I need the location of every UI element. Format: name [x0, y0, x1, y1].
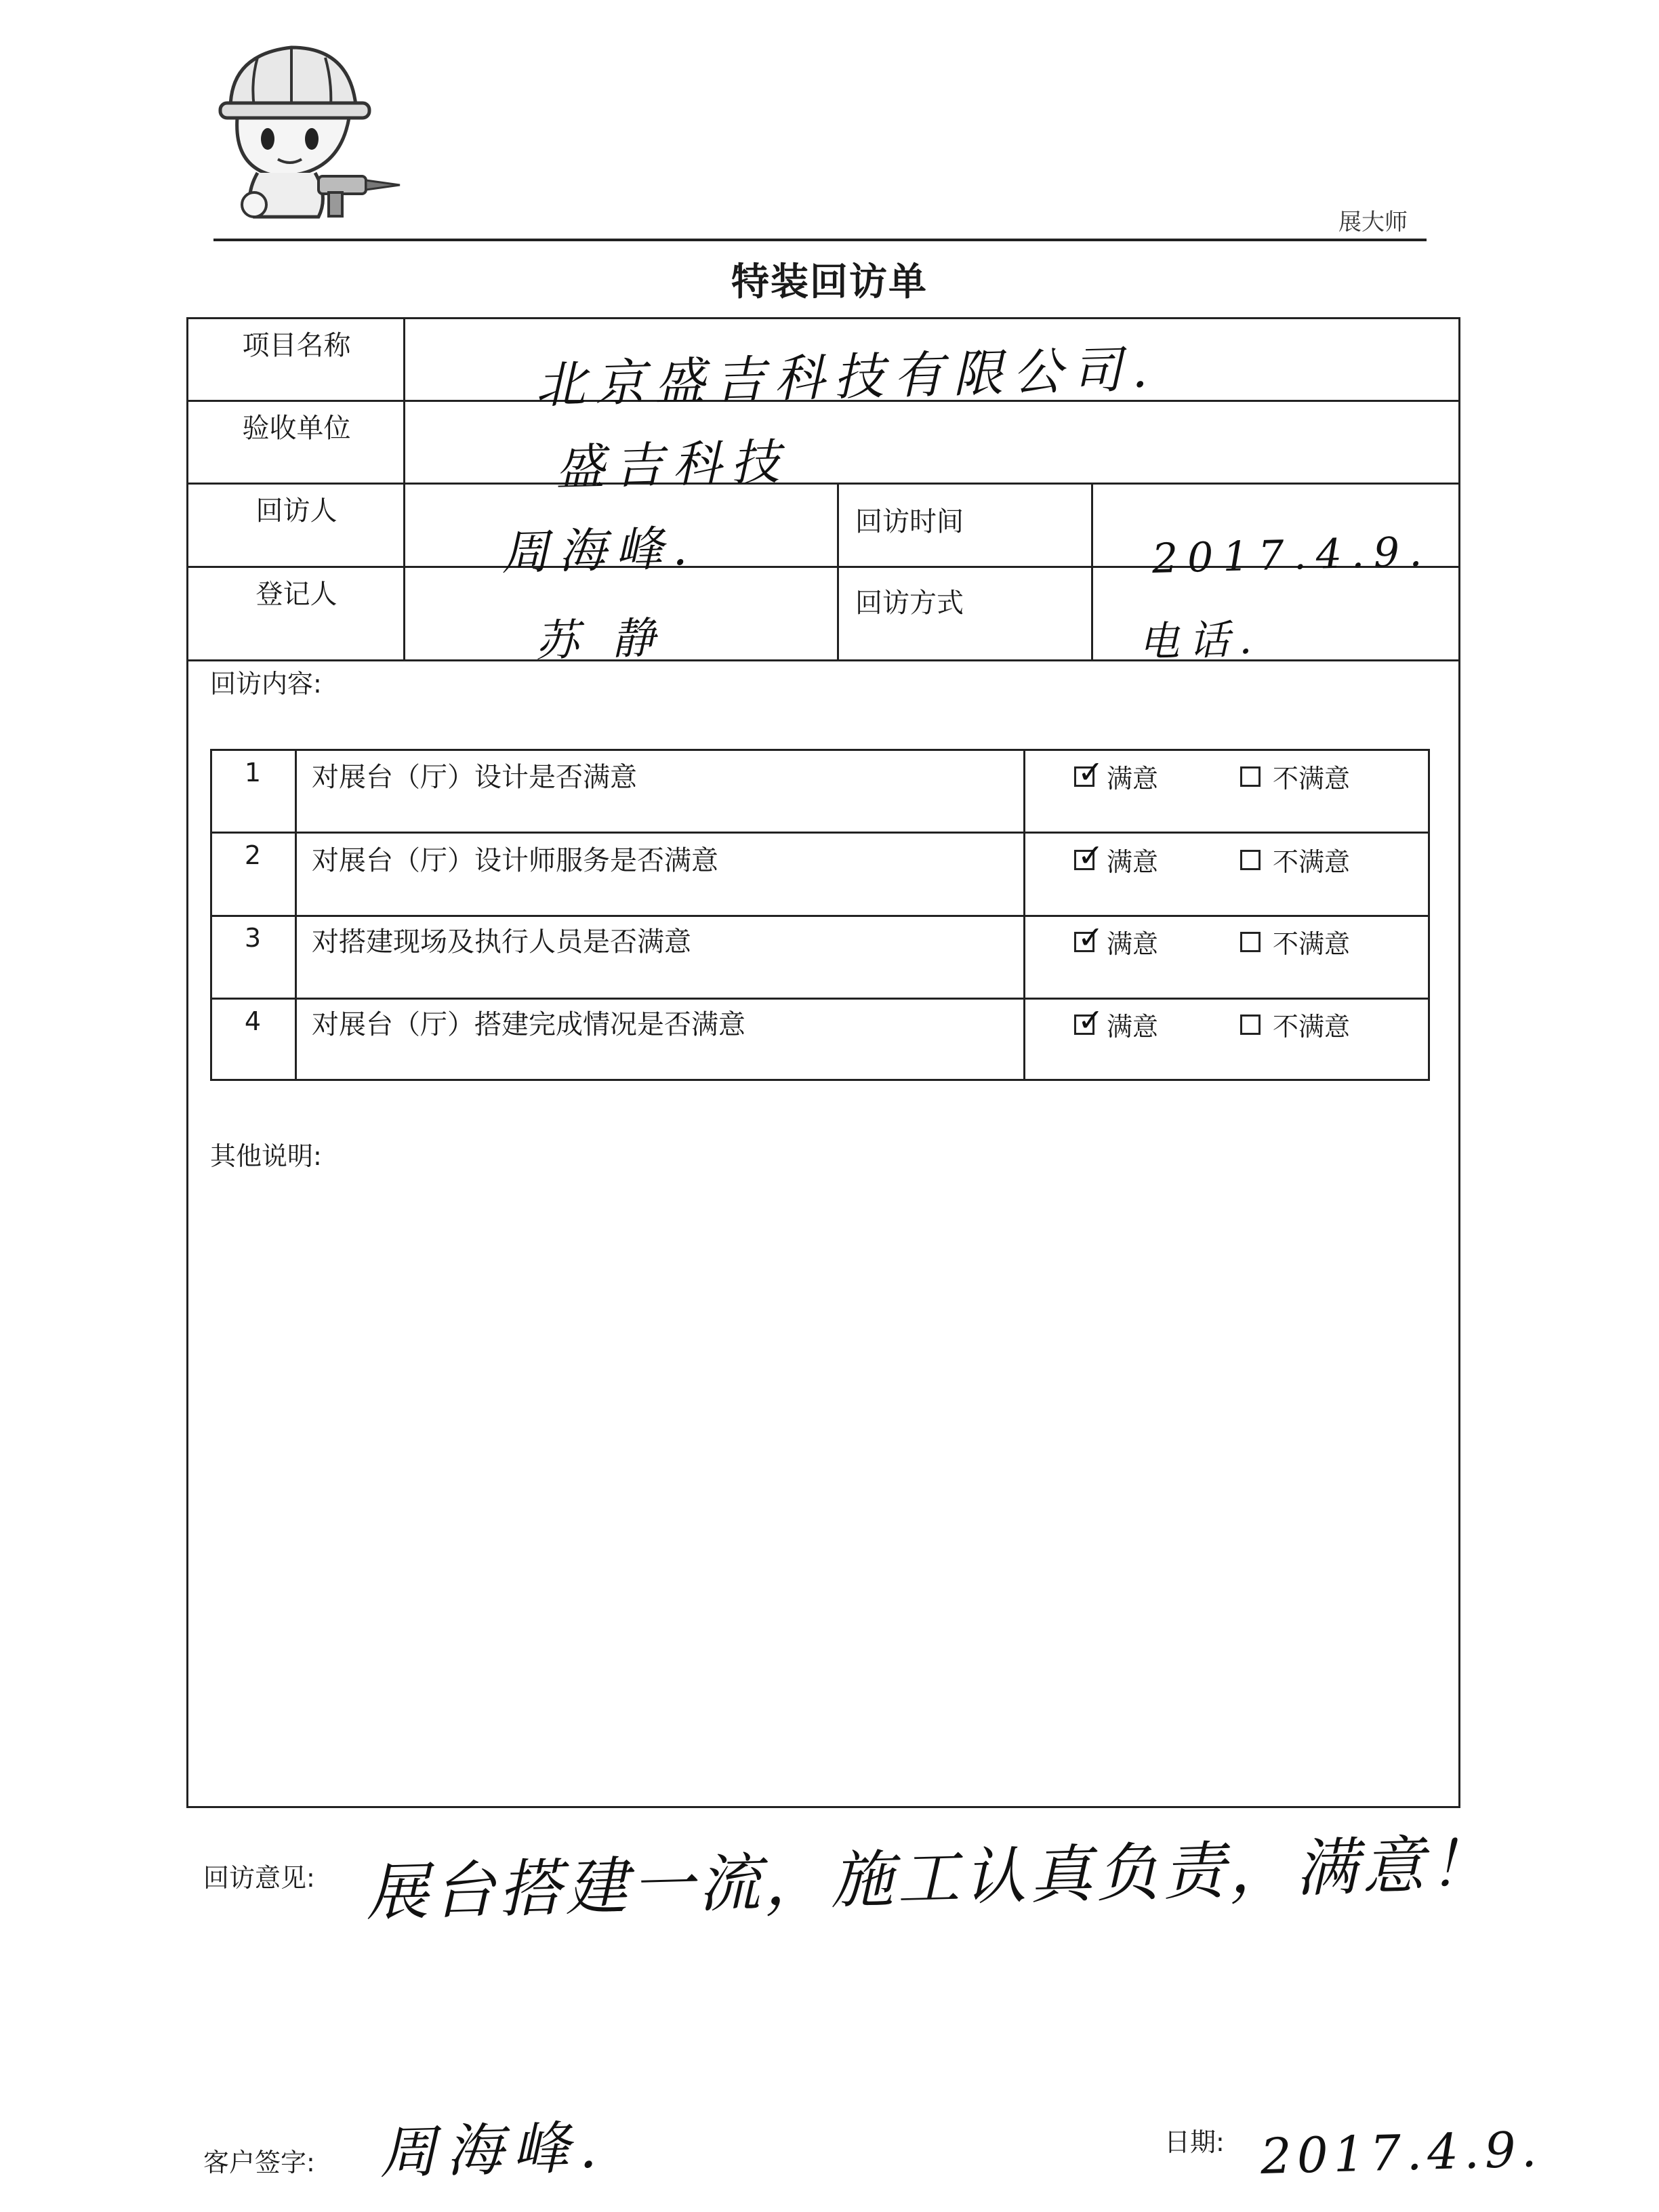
question-3-text: 对搭建现场及执行人员是否满意: [312, 926, 691, 958]
registrar-label: 登记人: [255, 579, 337, 610]
table-divider-h3: [210, 998, 1430, 1000]
other-notes-label: 其他说明:: [210, 1141, 322, 1171]
brand-name: 展大师: [1338, 209, 1408, 236]
question-4-text: 对展台（厅）搭建完成情况是否满意: [312, 1009, 745, 1040]
project-name-label: 项目名称: [242, 330, 351, 361]
check-mark-icon: ✓: [1078, 836, 1104, 874]
hardhat-mascot-icon: [203, 27, 407, 224]
question-1-satisfied-option[interactable]: [1074, 753, 1159, 795]
checkbox-icon[interactable]: [1240, 1015, 1261, 1035]
info-divider-h2: [186, 483, 1460, 485]
table-divider-h2: [210, 915, 1430, 917]
unsatisfied-label: 不满意: [1273, 1012, 1351, 1042]
unsatisfied-label: 不满意: [1273, 764, 1351, 794]
checkbox-icon[interactable]: [1074, 918, 1104, 956]
visit-method-label: 回访方式: [855, 588, 964, 619]
header-divider: [213, 239, 1427, 241]
visitor-label: 回访人: [255, 495, 337, 527]
question-3-unsatisfied-option[interactable]: [1240, 923, 1350, 960]
checkbox-icon[interactable]: [1240, 850, 1261, 870]
registrar-value: 苏 静: [535, 613, 665, 667]
acceptance-unit-value: 盛吉科技: [555, 433, 790, 496]
check-mark-icon: ✓: [1078, 1001, 1104, 1038]
checkbox-icon[interactable]: [1240, 932, 1261, 952]
question-2-text: 对展台（厅）设计师服务是否满意: [312, 845, 718, 876]
signature-label: 客户签字:: [203, 2148, 315, 2177]
visit-time-label: 回访时间: [855, 506, 964, 537]
question-3-satisfied-option[interactable]: [1074, 918, 1159, 960]
feedback-label: 回访意见:: [203, 1863, 315, 1893]
feedback-value: 展台搭建一流，施工认真负责，满意！: [365, 1827, 1496, 1929]
satisfied-label: 满意: [1107, 847, 1159, 877]
question-2-unsatisfied-option[interactable]: [1240, 841, 1350, 878]
customer-signature: 周海峰.: [378, 2114, 608, 2186]
visitor-value: 周海峰.: [501, 520, 698, 581]
question-1-unsatisfied-option[interactable]: [1240, 758, 1350, 795]
checkbox-icon[interactable]: [1240, 766, 1261, 787]
info-divider-h4: [186, 659, 1460, 661]
date-label: 日期:: [1164, 2127, 1225, 2157]
visit-time-value: 2017.4.9.: [1151, 528, 1433, 583]
info-divider-v2: [837, 483, 839, 659]
info-divider-v1: [403, 317, 405, 659]
visit-method-value: 电话.: [1138, 615, 1263, 666]
acceptance-unit-label: 验收单位: [242, 413, 351, 444]
satisfied-label: 满意: [1107, 1012, 1159, 1042]
question-4-unsatisfied-option[interactable]: [1240, 1006, 1350, 1043]
question-4-number: 4: [244, 1006, 262, 1036]
satisfied-label: 满意: [1107, 764, 1159, 794]
unsatisfied-label: 不满意: [1273, 847, 1351, 877]
signature-date: 2017.4.9.: [1259, 2121, 1543, 2185]
question-3-number: 3: [244, 923, 262, 953]
checkbox-icon[interactable]: [1074, 753, 1104, 790]
question-4-satisfied-option[interactable]: [1074, 1001, 1159, 1043]
visit-content-label: 回访内容:: [210, 669, 322, 699]
project-name-value: 北京盛吉科技有限公司.: [535, 340, 1158, 415]
page-title: 特装回访单: [731, 260, 928, 304]
checkbox-icon[interactable]: [1074, 836, 1104, 874]
question-1-text: 对展台（厅）设计是否满意: [312, 762, 637, 793]
check-mark-icon: ✓: [1078, 753, 1104, 790]
question-2-satisfied-option[interactable]: [1074, 836, 1159, 878]
check-mark-icon: ✓: [1078, 918, 1104, 956]
question-2-number: 2: [244, 840, 262, 870]
table-divider-h1: [210, 832, 1430, 834]
unsatisfied-label: 不满意: [1273, 929, 1351, 959]
info-divider-v3: [1091, 483, 1093, 659]
satisfied-label: 满意: [1107, 929, 1159, 959]
question-1-number: 1: [244, 758, 262, 787]
checkbox-icon[interactable]: [1074, 1001, 1104, 1038]
